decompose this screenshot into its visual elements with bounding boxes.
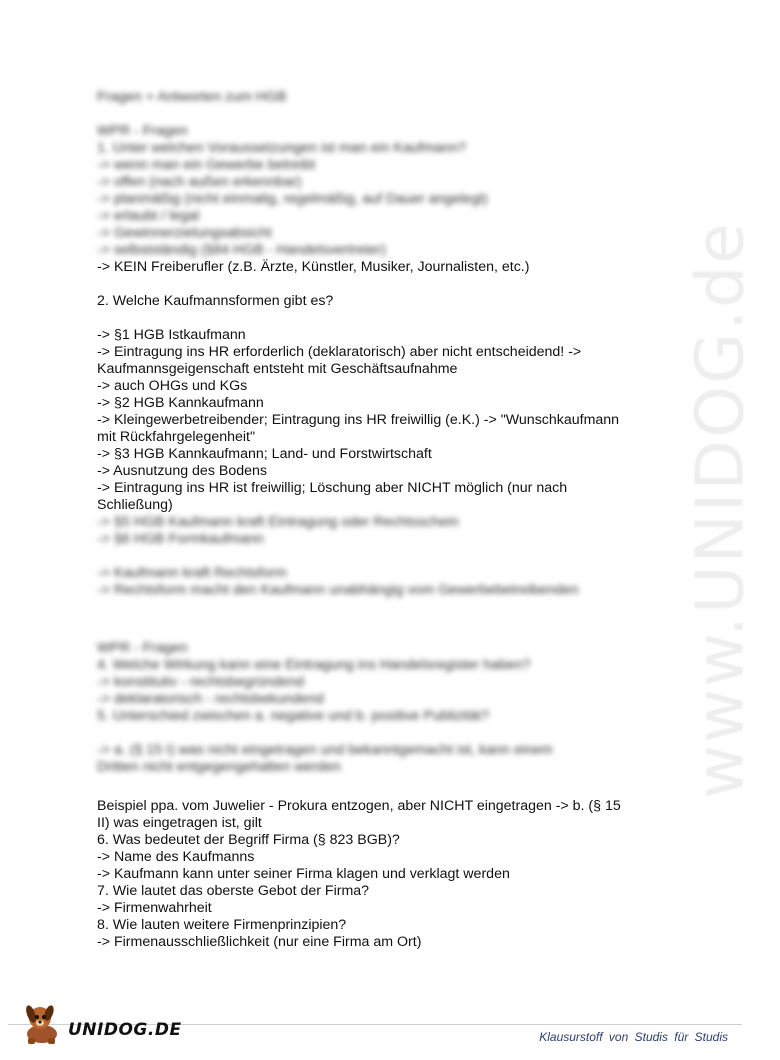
- answer-line: -> Kleingewerbetreibender; Eintragung ins HR freiwillig (e.K.) -> "Wunschkaufmann mit Rückfahrgelegenheit": [97, 412, 620, 445]
- answer-line: -> Kaufmann kann unter seiner Firma klagen und verklagt werden: [97, 866, 510, 882]
- dog-icon: [18, 1000, 64, 1048]
- answer-5: -> a. (§ 15 I) was nicht eingetragen und bekanntgemacht ist, kann einem Dritten nicht entgegengehalten werden: [97, 742, 553, 775]
- answer-line: -> §3 HGB Kannkaufmann; Land- und Forstwirtschaft: [97, 446, 432, 462]
- answer-line: -> konstitutiv - rechtsbegründend: [97, 674, 305, 690]
- answer-line: -> auch OHGs und KGs: [97, 378, 248, 394]
- question-1: 1. Unter welchen Voraussetzungen ist man ein Kaufmann?: [97, 140, 467, 156]
- example-line: Beispiel ppa. vom Juwelier - Prokura entzogen, aber NICHT eingetragen -> b. (§ 15 II) was eingetragen ist, gilt: [97, 798, 621, 831]
- answer-line: -> Firmenwahrheit: [97, 900, 212, 916]
- block-questions-6-8: [97, 798, 637, 951]
- section2-heading: WPR - Fragen: [97, 640, 188, 656]
- answer-line: -> Name des Kaufmanns: [97, 849, 255, 865]
- answer-line: -> §1 HGB Istkaufmann: [97, 327, 246, 343]
- unidog-logo[interactable]: [18, 1000, 182, 1050]
- block-intro: [97, 89, 637, 599]
- answer-line: -> Rechtsform macht den Kaufmann unabhängig vom Gewerbebetreibenden: [97, 582, 579, 598]
- answer-line: -> Gewinnerzielungsabsicht: [97, 225, 272, 241]
- answer-line: -> Firmenausschließlichkeit (nur eine Firma am Ort): [97, 934, 422, 950]
- footer-tagline: Klausurstoff von Studis für Studis: [539, 1030, 728, 1044]
- answer-line: -> KEIN Freiberufler (z.B. Ärzte, Künstler, Musiker, Journalisten, etc.): [97, 259, 530, 275]
- answer-line: -> Ausnutzung des Bodens: [97, 463, 267, 479]
- answer-line: -> Eintragung ins HR ist freiwillig; Löschung aber NICHT möglich (nur nach Schließung): [97, 480, 568, 513]
- question-8: 8. Wie lauten weitere Firmenprinzipien?: [97, 917, 347, 933]
- answer-line: -> planmäßig (nicht einmalig, regelmäßig, auf Dauer angelegt): [97, 191, 488, 207]
- answer-line: -> erlaubt / legal: [97, 208, 200, 224]
- watermark-text: www.UNIDOG.de: [681, 221, 759, 799]
- question-line: 4. Welche Wirkung kann eine Eintragung ins Handelsregister haben?: [97, 657, 531, 673]
- question-7: 7. Wie lautet das oberste Gebot der Firma?: [97, 883, 370, 899]
- doc-title: Fragen + Antworten zum HGB: [97, 89, 287, 105]
- answer-line: -> offen (nach außen erkennbar): [97, 174, 302, 190]
- section1-heading: WPR - Fragen: [97, 123, 188, 139]
- question-2: 2. Welche Kaufmannsformen gibt es?: [97, 293, 334, 309]
- answer-line: -> wenn man ein Gewerbe betreibt: [97, 157, 316, 173]
- answer-line: -> Kaufmann kraft Rechtsform: [97, 565, 287, 581]
- answer-line: -> selbstständig (§84 HGB - Handelsvertreter): [97, 242, 386, 258]
- answer-line: -> §6 HGB Formkaufmann: [97, 531, 264, 547]
- question-6: 6. Was bedeutet der Begriff Firma (§ 823 BGB)?: [97, 832, 400, 848]
- answer-line: -> Eintragung ins HR erforderlich (deklaratorisch) aber nicht entscheidend! -> Kaufmannsgeigenschaft entsteht mit Geschäftsaufnahme: [97, 344, 582, 377]
- answer-line: -> deklaratorisch - rechtsbekundend: [97, 691, 324, 707]
- answer-line: -> §2 HGB Kannkaufmann: [97, 395, 264, 411]
- question-line: 5. Unterschied zwischen a. negative und b. positive Publizität?: [97, 708, 489, 724]
- watermark: [660, 221, 780, 799]
- block-section2: [97, 640, 637, 776]
- logo-text: UNIDOG.DE: [68, 1020, 182, 1040]
- answer-line: -> §5 HGB Kaufmann kraft Eintragung oder Rechtsschein: [97, 514, 459, 530]
